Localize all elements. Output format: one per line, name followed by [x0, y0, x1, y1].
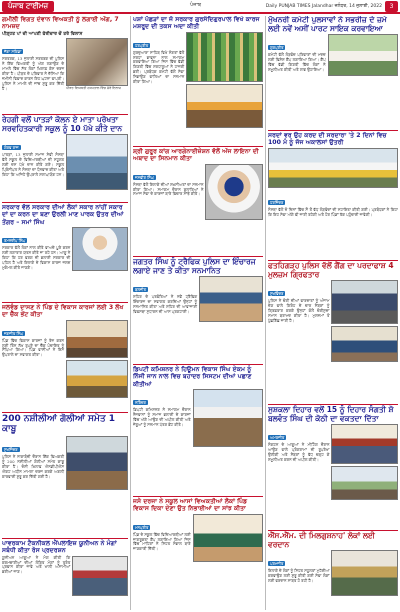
page-number: 3 — [385, 1, 398, 12]
story-fire — [2, 16, 128, 112]
story-body: ਸਰਕਾਰ ਵੱਲੋਂ ਲੋਕਾਂ ਨਾਲ ਕੀਤੇ ਵਾਅਦੇ ਪੂਰੇ ਕਰਨ ਲਈ ਲਗਾਤਾਰ ਯਤਨ ਕੀਤੇ ਜਾ ਰਹੇ ਹਨ। ਆਗੂ ਨੇ ਕਿਹਾ ਕਿ ਹਰ ਵਰਗ ਦੀ ਭਲਾਈ ਸਰਕਾਰ ਦੀ ਪਹਿਲ ਹੈ ਅਤੇ ਇਲਾਕੇ ਦੇ ਵਿਕਾਸ ਕਾਰਜ ਜਲਦ ਮੁਕੰਮਲ ਕੀਤੇ ਜਾਣਗੇ। — [2, 244, 71, 270]
headline: ਜਗਤਰ ਸਿੰਘ ਨੂੰ ਟ੍ਰੈਫਿਕ ਪੁਲਿਸ ਦਾ ਇੰਚਾਰਜ ਲਗਾਏ ਜਾਣ ਤੇ ਕੀਤਾ ਸਨਮਾਨਿਤ — [133, 257, 256, 275]
photo-school-camp — [193, 514, 263, 562]
photo-committee — [328, 34, 398, 76]
story-drug-arrest — [2, 412, 128, 536]
column-3 — [268, 16, 398, 610]
masthead — [0, 0, 400, 14]
headline: ਐੱਸ.ਐੱਮ. ਦੀ ਮਿਲਗੁਸ਼ਨਾਹ' ਲੋਕਾਂ ਲਈ ਵਰਦਾਨ — [268, 531, 375, 549]
photo-caption: ਪੀੜਤ ਵਿਅਕਤੀ ਹਸਪਤਾਲ ਵਿੱਚ ਜ਼ੇਰੇ ਇਲਾਜ — [66, 86, 121, 91]
headline: ਸ਼੍ਰੀ ਗੁਰੂਰ ਕਾਂਗ ਆਰਗੇਨਾਈਜ਼ੇਸ਼ਨ ਵੱਲੋਂ ਅੱਜ ਲਾਇਨਾ ਦੀ ਅਬਾਦ ਦਾ ਸਿਨਮਾਨ ਕੀਤਾ — [133, 148, 259, 163]
column-divider — [130, 16, 131, 610]
byline: ਅਮਰਜੀਤ — [270, 435, 285, 441]
photo-market-stall — [186, 32, 263, 82]
headline: ਜਲਵੰਡ ਦਾਸਣ ਨੇ ਪਿੰਡ ਦੇ ਵਿਕਾਸ ਕਾਰਜਾਂ ਲਈ 3 ਲੱਖ ਦਾ ਚੈੱਕ ਭੇਂਟ ਕੀਤਾ — [2, 304, 124, 319]
story-body: ਸਰਤਰਕ, 13 ਜੁਲਾਈ ਸਰਤਰਕ ਦੀ ਪੁਲਿਸ ਨੇ ਇੱਕ ਵਿਅਕਤੀ ਨੂੰ ਅੱਗ ਲਗਾਉਣ ਦੇ ਮਾਮਲੇ ਵਿੱਚ ਸੱਤ ਲੋਕਾਂ ਖ਼ਿਲਾਫ਼ ਕੇਸ ਦਰਜ ਕੀਤਾ ਹੈ। ਪੀੜਤ ਦੇ ਪਰਿਵਾਰ ਨੇ ਦੱਸਿਆ ਕਿ ਜ਼ਮੀਨੀ ਵਿਵਾਦ ਕਾਰਨ ਇਹ ਘਟਨਾ ਵਾਪਰੀ। ਪੁਲਿਸ ਨੇ ਮਾਮਲੇ ਦੀ ਜਾਂਚ ਸ਼ੁਰੂ ਕਰ ਦਿੱਤੀ ਹੈ। — [2, 56, 64, 91]
photo-school-event — [66, 134, 128, 190]
column-divider — [265, 16, 266, 610]
headline: ਰੇਹਗੀ ਵਲੋਂ ਪਾਤੜਾਂ ਕੋਲਨ ਏ ਮਾਤਾ ਪ੍ਰੋਖਤਾ ਸਰਵਹਿਤਕਾਰੀ ਸਕੂਲ ਨੂੰ 10 ਪੱਖੇ ਕੀਤੇ ਦਾਨ — [2, 115, 123, 133]
story-body: ਪੁਲਿਸ ਨੇ ਚੋਰੀ ਦੀਆਂ ਵਾਰਦਾਤਾਂ ਨੂੰ ਅੰਜਾਮ ਦੇਣ ਵਾਲੇ ਗਿਰੋਹ ਦੇ ਚਾਰ ਮੈਂਬਰਾਂ ਨੂੰ ਗ੍ਰਿਫ਼ਤਾਰ ਕਰਕੇ ਉਨ੍ਹਾਂ ਕੋਲੋਂ ਚੋਰੀਸ਼ੁਦਾ ਸਮਾਨ ਬਰਾਮਦ ਕੀਤਾ ਹੈ। ਮੁਲਜ਼ਮਾਂ ਤੋਂ ਪੁੱਛਗਿੱਛ ਜਾਰੀ ਹੈ। — [268, 298, 330, 323]
story-body: ਸੰਸਥਾ ਵੱਲੋਂ ਦੋ ਦਿਨਾਂ ਵਿੱਚ ਸੌ ਤੋਂ ਵੱਧ ਲੋੜਵੰਦਾਂ ਦੀ ਸਹਾਇਤਾ ਕੀਤੀ ਗਈ। ਪ੍ਰਬੰਧਕਾਂ ਨੇ ਕਿਹਾ ਕਿ ਇਹ ਸੇਵਾ ਅੱਗੇ ਵੀ ਜਾਰੀ ਰਹੇਗੀ ਅਤੇ ਹੋਰ ਪਿੰਡਾਂ ਤੱਕ ਪਹੁੰਚਾਈ ਜਾਵੇਗੀ। — [268, 206, 398, 217]
byline: ਬਲਜੀਤ — [135, 287, 146, 293]
photo-members — [331, 466, 398, 500]
photo-injured-man — [66, 38, 128, 86]
byline: ਸੁਖਵਿੰਦਰ — [270, 291, 284, 297]
byline: ਪਰਮਜੀਤ — [270, 561, 284, 567]
headline: ਪਸ਼ਾਂ ਪੱਛੜਾਂ ਦਾ ਜੋ ਸਰਕਾਰ ਗੁਰਸੰਦਿਗੁਰਪਾਲ ਵਿਖੇ ਕਾਰਜ ਮਸ਼ਰੂਦ ਦੀ ਤਕਸ ਅਦਾ ਕੀਤੀ — [133, 16, 260, 31]
story-body: ਪਿੰਡ ਵਿੱਚ ਵਿਕਾਸ ਕਾਰਜਾਂ ਨੂੰ ਤੇਜ਼ ਕਰਨ ਲਈ ਤਿੰਨ ਲੱਖ ਰੁਪਏ ਦਾ ਚੈੱਕ ਪੰਚਾਇਤ ਨੂੰ ਸੌਂਪਿਆ ਗਿਆ। ਪਿੰਡ ਵਾਸੀਆਂ ਨੇ ਇਸ ਉਪਰਾਲੇ ਦਾ ਸਵਾਗਤ ਕੀਤਾ। — [2, 337, 64, 358]
column-1 — [2, 16, 128, 610]
headline: ਡਿਪਟੀ ਕਮਿਸ਼ਨਰ ਨੇ ਹਿਊਮਨ ਵਿਕਾਸ ਸਿੰਘ ਏਕਮ ਨੂੰ ਨਿੱਜੀ ਜਾਨ ਨਾਲ ਵਿਚ ਬਹਾਦਰ ਸਿਸਟਮ ਦੀਆਂ ਪਛਾਣ ਕੀਤੀਆਂ — [133, 366, 252, 388]
photo-police-officers — [331, 326, 398, 362]
photo-congregation — [186, 84, 263, 128]
story-organisation-honour — [133, 146, 263, 254]
byline: ਹਰਪ੍ਰੀਤ — [135, 42, 149, 48]
byline: ਜਸਵੀਰ ਸਿੰਘ — [135, 174, 154, 180]
photo-leader — [72, 227, 128, 271]
section-title: ਪੰਜਾਬ — [190, 2, 202, 8]
story-development-cheque — [2, 302, 128, 410]
story-body: ਸੰਸਥਾ ਵੱਲੋਂ ਇਲਾਕੇ ਦੀਆਂ ਸ਼ਖ਼ਸੀਅਤਾਂ ਦਾ ਸਨਮਾਨ ਕੀਤਾ ਗਿਆ। ਸਮਾਗਮ ਦੌਰਾਨ ਬੁਲਾਰਿਆਂ ਨੇ ਸਮਾਜ ਸੇਵਾ ਦੇ ਕਾਰਜਾਂ ਬਾਰੇ ਵਿਚਾਰ ਸਾਂਝੇ ਕੀਤੇ। — [133, 181, 204, 197]
story-body: ਪੁਲਿਸ ਨੇ ਨਾਕਾਬੰਦੀ ਦੌਰਾਨ ਇੱਕ ਵਿਅਕਤੀ ਨੂੰ 200 ਨਸ਼ੀਲੀਆਂ ਗੋਲੀਆਂ ਸਮੇਤ ਕਾਬੂ ਕੀਤਾ ਹੈ। ਦੋਸ਼ੀ ਖ਼ਿਲਾਫ਼ ਐਨਡੀਪੀਐਸ ਐਕਟ ਅਧੀਨ ਮਾਮਲਾ ਦਰਜ ਕਰਕੇ ਅਗਲੀ ਕਾਰਵਾਈ ਸ਼ੁਰੂ ਕਰ ਦਿੱਤੀ ਗਈ ਹੈ। — [2, 454, 64, 479]
story-traffic-incharge — [133, 256, 263, 362]
story-body: ਡਿਪਟੀ ਕਮਿਸ਼ਨਰ ਨੇ ਸਮਾਗਮ ਦੌਰਾਨ ਨੌਜਵਾਨਾਂ ਨੂੰ ਸਮਾਜ ਭਲਾਈ ਦੇ ਕਾਰਜਾਂ ਵਿੱਚ ਅੱਗੇ ਆਉਣ ਦੀ ਅਪੀਲ ਕੀਤੀ ਅਤੇ ਜੇਤੂਆਂ ਨੂੰ ਸਨਮਾਨ ਪੱਤਰ ਭੇਂਟ ਕੀਤੇ। — [133, 406, 191, 427]
byline: ਮਨਪ੍ਰੀਤ — [135, 524, 149, 530]
story-committee-camp — [268, 16, 398, 128]
photo-dc-event — [193, 389, 263, 447]
photo-accused — [331, 280, 398, 324]
story-deputy-commissioner — [133, 364, 263, 494]
story-school-fans — [2, 114, 128, 200]
subheadline: ਪੀੜ੍ਹਤ ਪਾਂ ਦੀ ਆਪਣੀ ਫੇਰੀਦਾਰ ਚੋਂ ਤਰੇ ਵਿਲਾਸ — [2, 31, 83, 37]
story-gurdwara — [133, 16, 263, 144]
headline: ਸਰਕਾਰ ਵੱਲ ਸਰਕਾਰ ਦੀਆਂ ਲੋਕਾਂ ਸਕਾਰ ਨਾਂਹੀਂ ਸਕਾਰ ਦਾਂ ਦਾ ਕਰਨ ਦਾ ਬਣਾ ਉਰਲੀ ਮਾਣ ਪਾਰਕ ਉਤਰ ਦੀਆਂ ਤੋਂਗਰ – ਸਮਾਂ ਸਿੰਘ — [2, 204, 124, 226]
story-health-service — [268, 530, 398, 610]
photo-meeting — [331, 424, 398, 464]
headline: ਜਸੋ ਦਰਜਾ ਨੇ ਸਕੂਲ ਆਸਾਂ ਵਿਅਕਤੀਆਂ ਲੋਕਾਂ ਪਿੰਡ ਵਿਕਾਸ ਦਿਕਾ ਦੇਣਾ ਉਤ ਨਿਭਾਈਆਂ ਦਾ ਸਾਂਝ ਕੀਤਾ — [133, 498, 248, 513]
headline: ਫਤਹਿਗੜ੍ਹ ਪੁਲਿਸ ਵੱਲੋਂ ਗੈਂਗ ਦਾ ਪਰਦਾਫਾਸ਼ 4 ਮੁਲਜ਼ਮ ਗ੍ਰਿਫਤਾਰ — [268, 261, 394, 279]
byline: ਜੱਗਾ ਸਕਿਡਾ — [4, 49, 22, 55]
story-service-100 — [268, 130, 398, 258]
story-organisation-meeting — [268, 404, 398, 528]
photo-group — [268, 148, 398, 188]
dateline: Daily PUNJAB TIMES Jalandhar ਜਲੰਧਰ, 14 ਜੁਲਾਈ, 2022 — [265, 4, 382, 9]
story-government — [2, 202, 128, 300]
photo-sikh-leader — [205, 164, 263, 220]
column-2 — [133, 16, 263, 610]
story-body: ਸ਼ਹਿਰ ਦੇ ਪਤਵੰਤਿਆਂ ਨੇ ਨਵੇਂ ਟ੍ਰੈਫਿਕ ਇੰਚਾਰਜ ਦਾ ਸਵਾਗਤ ਕਰਦਿਆਂ ਉਨ੍ਹਾਂ ਨੂੰ ਸਨਮਾਨਿਤ ਕੀਤਾ ਅਤੇ ਸ਼ਹਿਰ ਦੀ ਆਵਾਜਾਈ ਵਿਵਸਥਾ ਸੁਧਾਰਨ ਦੀ ਆਸ ਪ੍ਰਗਟਾਈ। — [133, 294, 197, 314]
photo-protest — [72, 556, 128, 596]
story-body: ਯੂਨੀਅਨ ਆਗੂਆਂ ਨੇ ਮੰਗ ਕੀਤੀ ਕਿ ਕਰਮਚਾਰੀਆਂ ਦੀਆਂ ਲੰਬਿਤ ਮੰਗਾਂ ਨੂੰ ਤੁਰੰਤ ਪ੍ਰਵਾਨ ਕੀਤਾ ਜਾਵੇ ਅਤੇ ਖਾਲੀ ਅਸਾਮੀਆਂ ਭਰੀਆਂ ਜਾਣ। — [2, 554, 71, 575]
story-body: ਸੰਗਠਨ ਦੇ ਆਗੂਆਂ ਨੇ ਮੀਟਿੰਗ ਦੌਰਾਨ ਆਉਣ ਵਾਲੇ ਪ੍ਰੋਗਰਾਮਾਂ ਦੀ ਰੂਪਰੇਖਾ ਉਲੀਕੀ ਅਤੇ ਮੈਂਬਰਾਂ ਨੂੰ ਵੱਧ ਚੜ੍ਹ ਕੇ ਸ਼ਮੂਲੀਅਤ ਕਰਨ ਦੀ ਅਪੀਲ ਕੀਤੀ। — [268, 442, 330, 462]
story-body: ਇਲਾਕੇ ਦੇ ਲੋਕਾਂ ਨੂੰ ਸਿਹਤ ਸਹੂਲਤਾਂ ਮੁਹੱਈਆ ਕਰਵਾਉਣ ਲਈ ਸ਼ੁਰੂ ਕੀਤੀ ਗਈ ਸੇਵਾ ਲੋਕਾਂ ਲਈ ਵਰਦਾਨ ਸਾਬਤ ਹੋ ਰਹੀ ਹੈ। — [268, 568, 330, 583]
byline: ਜਗਜੀਤ ਸਿੰਘ — [4, 330, 23, 336]
story-body: ਪਿੰਡ ਦੇ ਸਕੂਲ ਵਿੱਚ ਵਿਦਿਆਰਥੀਆਂ ਲਈ ਜਾਗਰੂਕਤਾ ਕੈਂਪ ਲਗਾਇਆ ਗਿਆ ਜਿਸ ਵਿੱਚ ਮਾਹਿਰਾਂ ਨੇ ਸਿਹਤ ਸੰਭਾਲ ਬਾਰੇ ਜਾਣਕਾਰੀ ਦਿੱਤੀ। — [133, 531, 191, 552]
headline: ਮੁੱਖਨਰੀ ਕਮੇਟੀ ਪੁਲਸਾਵਾਂ ਨੇ ਸਭਰੀਜ਼ ਦੇ ਜ਼ਮੇ ਲਈ ਨਵੇਂ ਅਸੀਂ ਪਾਰਟ ਸਾਇਕ ਕਰਵਾਇਆ — [268, 16, 387, 33]
byline: ਸੁਖਜਿੰਦਰ — [4, 447, 18, 452]
headline: ਸਰਦਾਂ ਵਰ ਉਹ ਕਰਦ ਦੀ ਸਰਦਾਰਾ 'ਤੇ 2 ਦਿਨਾਂ ਵਿਚ 100 ਮੰ ਨੂੰ ਜੱਜ ਅਕਾਲਸਾਂ ਉਤਰੀ — [268, 132, 387, 147]
story-body: ਕਮੇਟੀ ਵੱਲੋਂ ਲੋੜਵੰਦ ਪਰਿਵਾਰਾਂ ਦੀ ਮਦਦ ਲਈ ਵਿਸ਼ੇਸ਼ ਕੈਂਪ ਲਗਾਇਆ ਗਿਆ। ਕੈਂਪ ਵਿੱਚ ਵੱਡੀ ਗਿਣਤੀ ਵਿੱਚ ਲੋਕਾਂ ਨੇ ਸ਼ਮੂਲੀਅਤ ਕੀਤੀ ਅਤੇ ਲਾਭ ਉਠਾਇਆ। — [268, 52, 326, 72]
story-body: ਪਾਤੜਾਂ, 13 ਜੁਲਾਈ ਸਮਾਜ ਸੇਵੀ ਸੰਸਥਾ ਵੱਲੋਂ ਸਕੂਲ ਦੇ ਵਿਦਿਆਰਥੀਆਂ ਦੀ ਸਹੂਲਤ ਲਈ ਦਸ ਪੱਖੇ ਦਾਨ ਕੀਤੇ ਗਏ। ਸਕੂਲ ਪ੍ਰਿੰਸੀਪਲ ਨੇ ਸੰਸਥਾ ਦਾ ਧੰਨਵਾਦ ਕੀਤਾ ਅਤੇ ਕਿਹਾ ਕਿ ਅਜਿਹੇ ਉਪਰਾਲੇ ਸ਼ਲਾਘਾਯੋਗ ਹਨ। — [2, 152, 64, 177]
photo-police-arrest — [66, 436, 128, 490]
story-school-awareness — [133, 496, 263, 610]
byline: ਗੁਰਪ੍ਰੀਤ — [270, 45, 284, 51]
photo-health-camp — [331, 550, 398, 596]
headline: ਪਾਵਰਕਾਮ ਟੈਕਨੀਕਲ ਐਂਪਲਾਇਜ਼ ਯੂਨੀਅਨ ਨੇ ਮੰਗਾਂ ਸਬੰਧੀ ਕੀਤਾ ਰੋਸ ਪ੍ਰਦਰਸ਼ਨ — [2, 540, 117, 555]
story-union-protest — [2, 538, 128, 610]
headline: 200 ਨਸ਼ੀਲੀਆਂ ਗੋਲੀਆਂ ਸਮੇਤ 1 ਕਾਬੂ — [2, 414, 116, 434]
photo-cheque-handover — [66, 320, 128, 358]
photo-honour-ceremony — [199, 276, 263, 322]
story-police-gang — [268, 260, 398, 402]
photo-village-gathering — [66, 360, 128, 398]
story-body: ਗੁਰਦੁਆਰਾ ਸਾਹਿਬ ਵਿਖੇ ਸੰਗਤਾਂ ਵੱਲੋਂ ਸ਼ਰਧਾ ਭਾਵਨਾ ਨਾਲ ਸਮਾਗਮ ਕਰਵਾਇਆ ਗਿਆ ਜਿਸ ਵਿੱਚ ਵੱਡੀ ਗਿਣਤੀ ਵਿੱਚ ਸ਼ਰਧਾਲੂਆਂ ਨੇ ਹਾਜ਼ਰੀ ਭਰੀ। ਪ੍ਰਬੰਧਕ ਕਮੇਟੀ ਵੱਲੋਂ ਸੇਵਾ ਨਿਭਾਉਣ ਵਾਲਿਆਂ ਦਾ ਸਨਮਾਨ ਕੀਤਾ ਗਿਆ। — [133, 49, 185, 85]
headline: ਸੁਸ਼ਕਲਾ ਦਿਹਾਰ ਵਲੋਂ 15 ਨੂੰ ਦਿਹਾਰ ਸੰਗਤੀ ਸ਼ੋ ਬਲਵੰਤ ਸਿੰਘ ਦੀ ਕੋਠੀ ਦਾ ਵਕਤਦਾ ਦਿੱਤਾ — [268, 405, 394, 423]
byline: ਹਰਜਿੰਦਰ — [270, 199, 284, 205]
byline: ਰਮਨਦੀਪ ਸਿੰਘ — [4, 237, 26, 243]
byline: ਨਰਿੰਦਰ — [135, 399, 146, 405]
newspaper-logo: ਪੰਜਾਬ ਟਾਈਮਜ਼ — [2, 1, 54, 12]
byline: ਗੋਰਵ ਰਾਜ — [4, 145, 19, 151]
headline: ਗਮੀਲੀ ਵਿਗਤ ਦੇਵਾਨ ਵਿਅਕਤੀ ਨੂੰ ਲਗਾਈ ਅੱਗ, 7 ਨਾਮਜ਼ਦ — [2, 16, 119, 31]
